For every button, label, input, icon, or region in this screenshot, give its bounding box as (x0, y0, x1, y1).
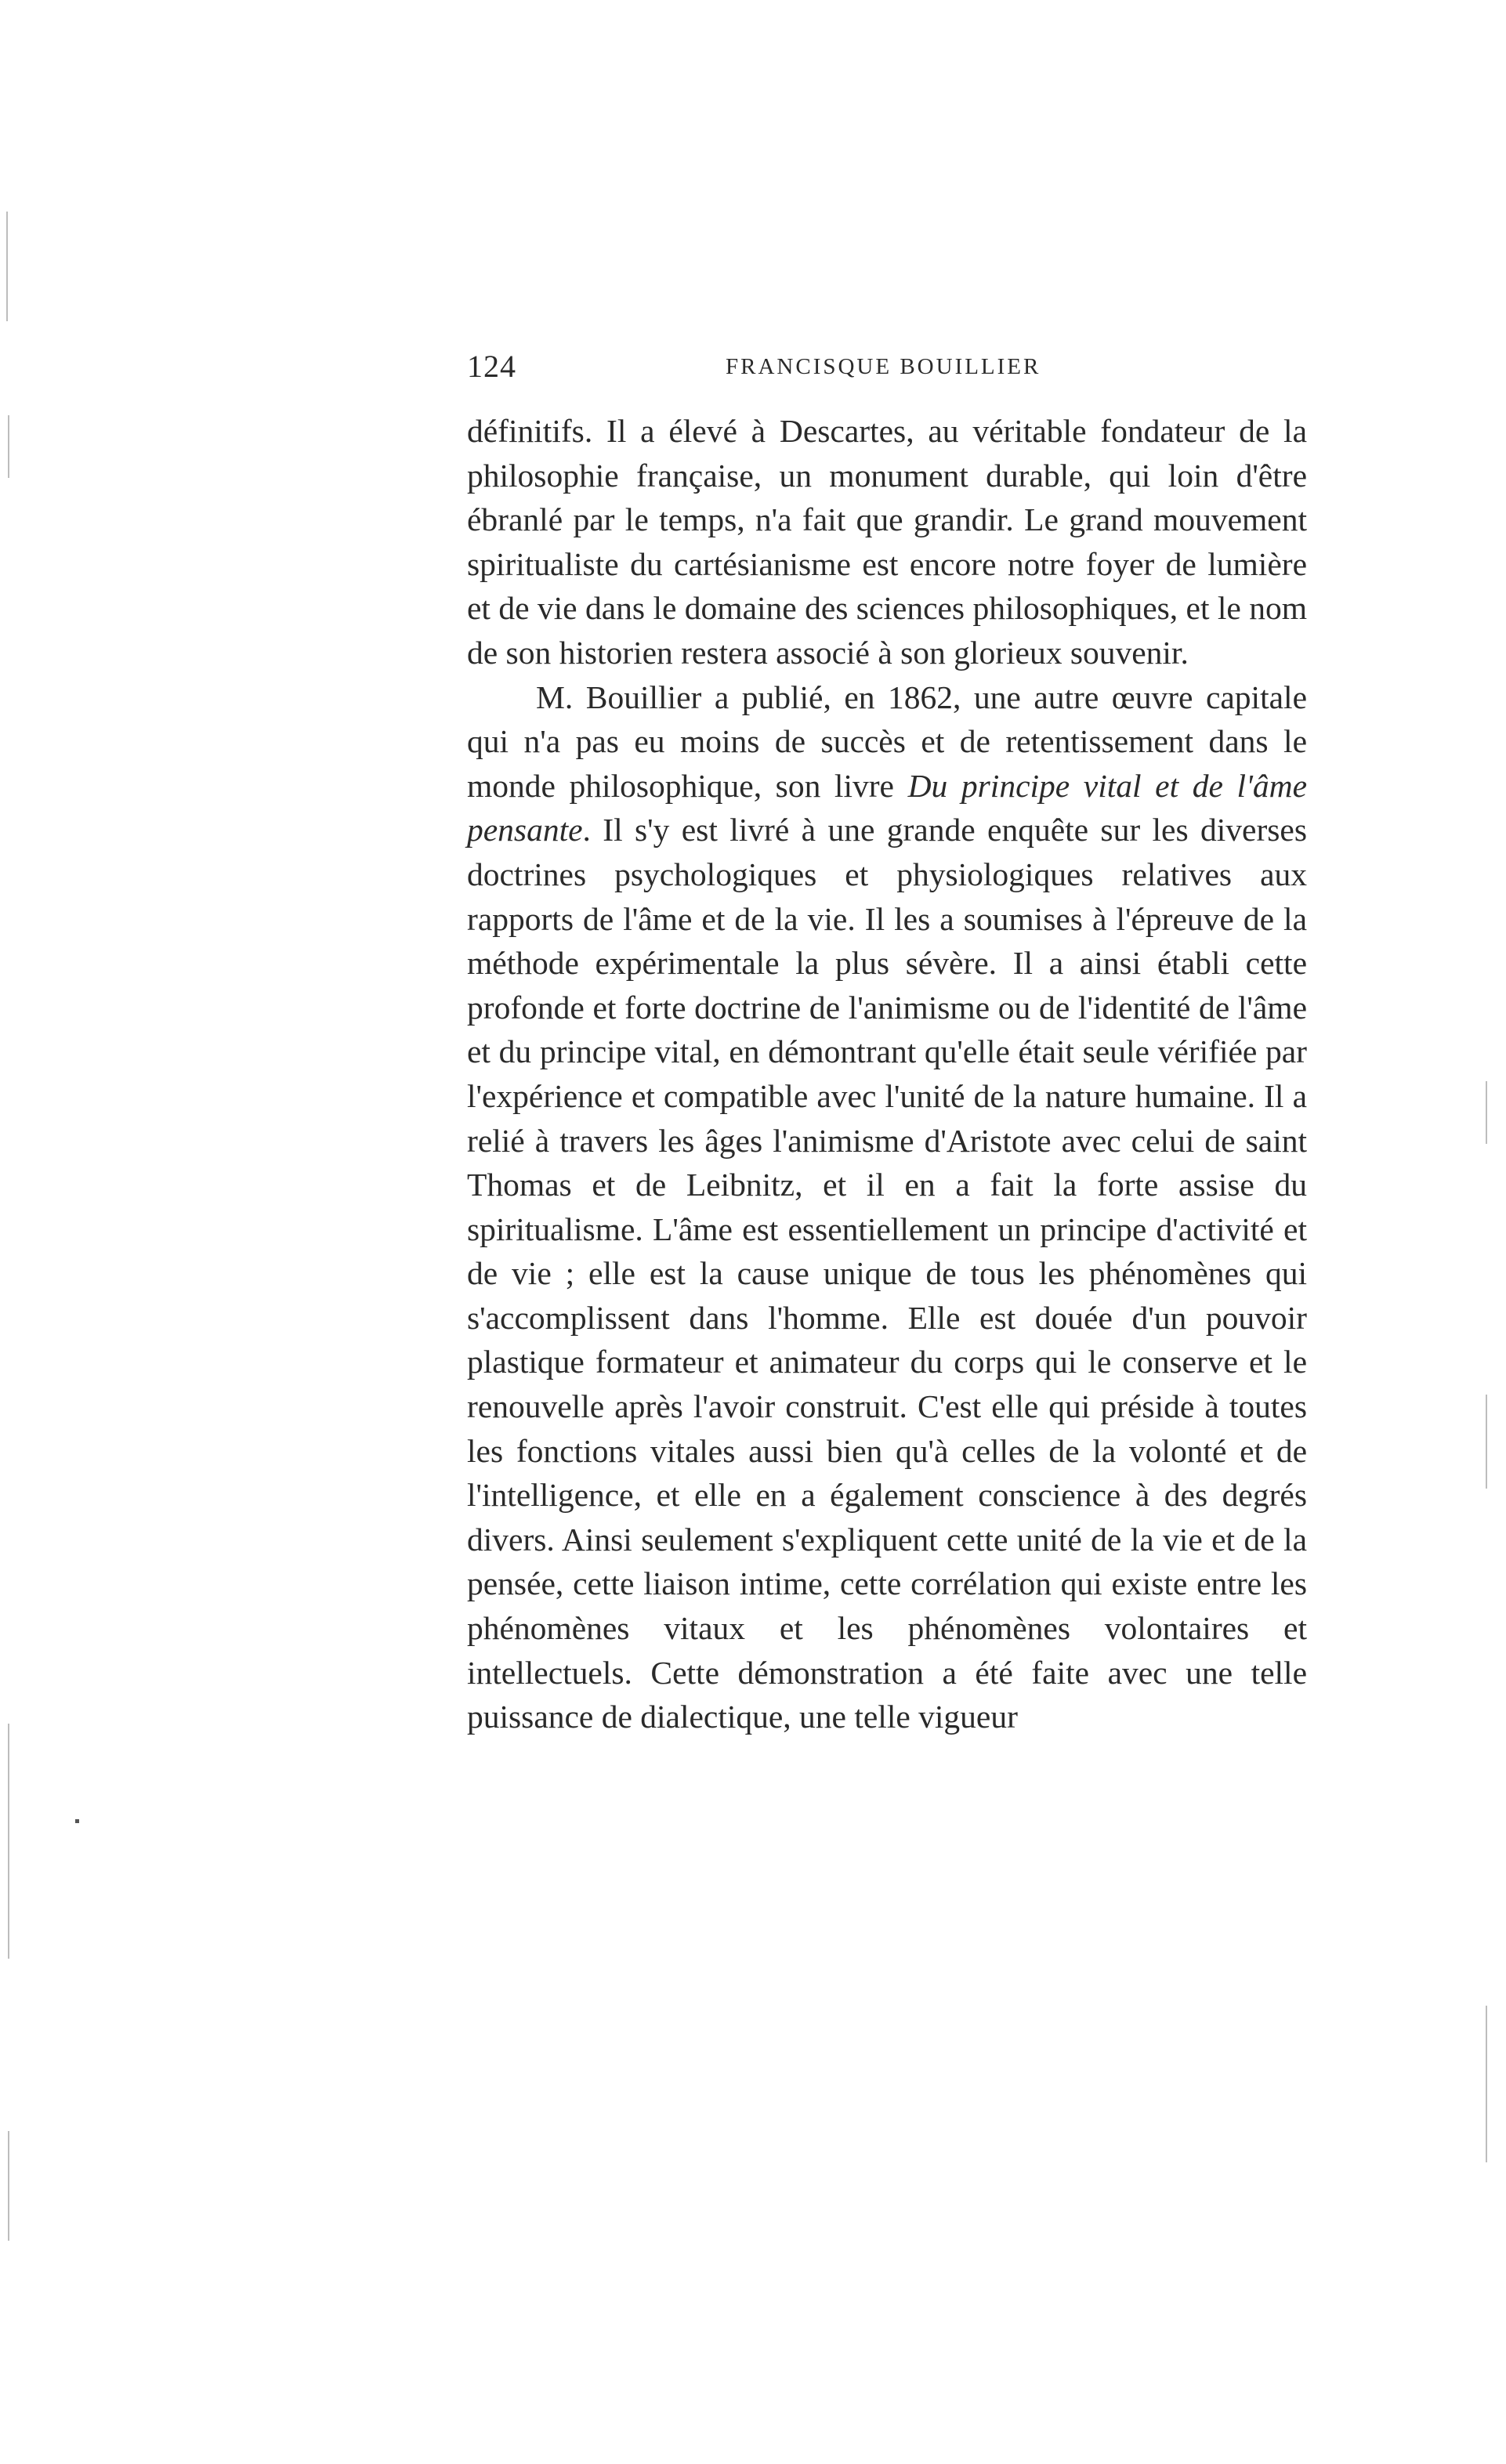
paragraph-1: définitifs. Il a élevé à Descartes, au véritable fondateur de la philosophie française, un monument durable, qui loin d'être ébranlé par le temps, n'a fait que grandir. Le grand mouvement spiritualiste du cartésianisme est encore notre foyer de lumière et de vie dans le domaine des sciences philosophiques, et le nom de son historien restera associé à son glorieux souvenir. (467, 413, 1307, 671)
page-number: 124 (467, 349, 516, 384)
scan-edge-mark (1486, 1081, 1487, 1144)
scan-dot (75, 1819, 79, 1823)
book-title: Du principe vital et de l'âme pensante (467, 767, 1307, 848)
scan-edge-mark (8, 1724, 9, 1959)
scan-edge-mark (8, 2131, 9, 2241)
scan-edge-mark (1486, 2006, 1487, 2162)
body-text (467, 409, 1307, 1739)
paragraph-2-text-before: M. Bouillier a publié, en 1862, une autre œuvre capitale qui n'a pas eu moins de succès et de retentissement dans le monde philosophique, son livre (467, 678, 1307, 804)
scan-edge-mark (6, 212, 8, 321)
page-header (467, 348, 1307, 387)
scan-edge-mark (1486, 1395, 1487, 1489)
running-title: FRANCISQUE BOUILLIER (726, 354, 1041, 379)
paragraph-2 (467, 675, 1307, 1739)
paragraph-2-text-after: . Il s'y est livré à une grande enquête sur les diverses doctrines psychologiques et physiologiques relatives aux rapports de l'âme et de la vie. Il les a soumises à l'épreuve de la méthode expérimentale la plus sévère. Il a ainsi établi cette profonde et forte doctrine de l'animisme ou de l'identité de l'âme et du principe vital, en démontrant qu'elle était seule vérifiée par l'expérience et compatible avec l'unité de la nature humaine. Il a relié à travers les âges l'animisme d'Aristote avec celui de saint Thomas et de Leibnitz, et il en a fait la forte assise du spiritualisme. L'âme est essentiellement un principe d'activité et de vie ; elle est la cause unique de tous les phénomènes qui s'accomplissent dans l'homme. Elle est douée d'un pouvoir plastique formateur et animateur du corps qui le conserve et le renouvelle après l'avoir construit. C'est elle qui préside à toutes les fonctions vitales aussi bien qu'à celles de la volonté et de l'intelligence, et elle en a également conscience à des degrés divers. Ainsi seulement s'expliquent cette unité de la vie et de la pensée, cette liaison intime, cette corrélation qui existe entre les phénomènes vitaux et les phénomènes volontaires et intellectuels. Cette démonstration a été faite avec une telle puissance de dialectique, une telle vigueur (467, 812, 1307, 1735)
scan-edge-mark (8, 415, 9, 478)
